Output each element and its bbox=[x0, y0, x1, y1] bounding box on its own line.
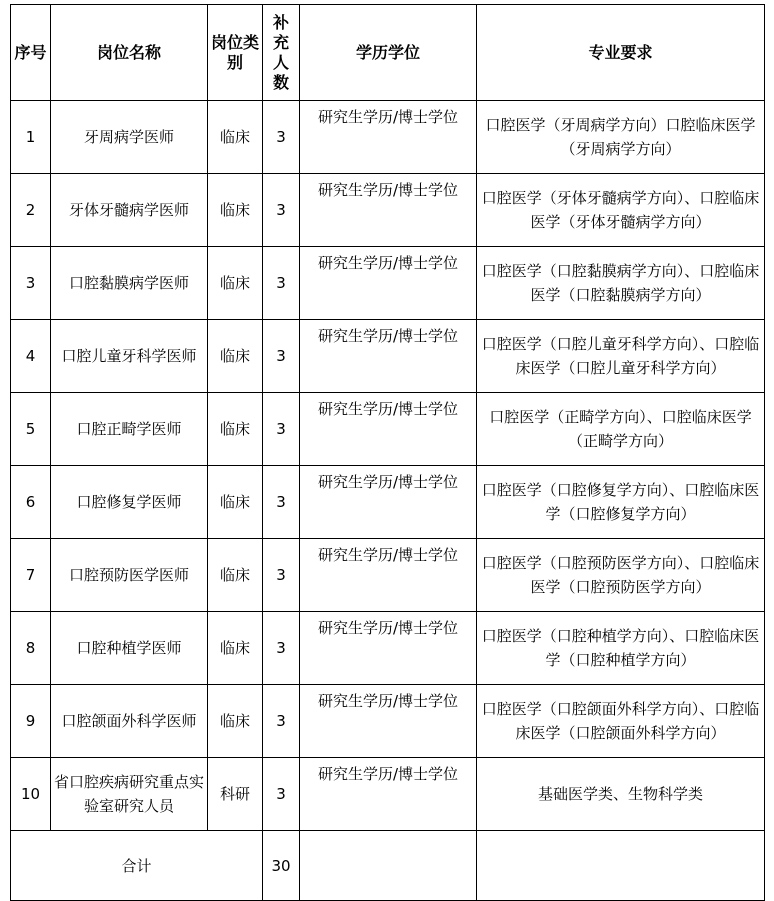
cell-major: 口腔医学（正畸学方向）、口腔临床医学（正畸学方向） bbox=[477, 393, 765, 466]
cell-count: 3 bbox=[263, 101, 300, 174]
cell-count: 3 bbox=[263, 685, 300, 758]
cell-no: 5 bbox=[11, 393, 51, 466]
cell-degree: 研究生学历/博士学位 bbox=[300, 612, 477, 685]
cell-position-name: 口腔修复学医师 bbox=[51, 466, 208, 539]
cell-degree: 研究生学历/博士学位 bbox=[300, 393, 477, 466]
table-row bbox=[11, 539, 765, 612]
cell-count: 3 bbox=[263, 466, 300, 539]
cell-count: 3 bbox=[263, 539, 300, 612]
cell-no: 1 bbox=[11, 101, 51, 174]
cell-position-name: 口腔儿童牙科学医师 bbox=[51, 320, 208, 393]
cell-category: 科研 bbox=[208, 758, 263, 831]
cell-no: 9 bbox=[11, 685, 51, 758]
header-position-name: 岗位名称 bbox=[51, 5, 208, 101]
cell-no: 6 bbox=[11, 466, 51, 539]
total-major bbox=[477, 831, 765, 901]
table-row bbox=[11, 685, 765, 758]
cell-category: 临床 bbox=[208, 247, 263, 320]
cell-category: 临床 bbox=[208, 320, 263, 393]
cell-count: 3 bbox=[263, 320, 300, 393]
cell-position-name: 牙体牙髓病学医师 bbox=[51, 174, 208, 247]
table-row bbox=[11, 174, 765, 247]
table-row bbox=[11, 393, 765, 466]
cell-position-name: 牙周病学医师 bbox=[51, 101, 208, 174]
cell-major: 基础医学类、生物科学类 bbox=[477, 758, 765, 831]
cell-position-name: 口腔黏膜病学医师 bbox=[51, 247, 208, 320]
cell-no: 10 bbox=[11, 758, 51, 831]
header-major: 专业要求 bbox=[477, 5, 765, 101]
cell-category: 临床 bbox=[208, 393, 263, 466]
cell-category: 临床 bbox=[208, 174, 263, 247]
total-row bbox=[11, 831, 765, 901]
table-row bbox=[11, 101, 765, 174]
cell-degree: 研究生学历/博士学位 bbox=[300, 539, 477, 612]
cell-count: 3 bbox=[263, 247, 300, 320]
cell-major: 口腔医学（口腔预防医学方向）、口腔临床医学（口腔预防医学方向） bbox=[477, 539, 765, 612]
cell-count: 3 bbox=[263, 758, 300, 831]
cell-category: 临床 bbox=[208, 685, 263, 758]
total-count: 30 bbox=[263, 831, 300, 901]
cell-degree: 研究生学历/博士学位 bbox=[300, 685, 477, 758]
cell-count: 3 bbox=[263, 174, 300, 247]
header-count: 补充人数 bbox=[263, 5, 300, 101]
cell-major: 口腔医学（口腔颌面外科学方向）、口腔临床医学（口腔颌面外科学方向） bbox=[477, 685, 765, 758]
cell-degree: 研究生学历/博士学位 bbox=[300, 101, 477, 174]
cell-degree: 研究生学历/博士学位 bbox=[300, 466, 477, 539]
cell-count: 3 bbox=[263, 612, 300, 685]
cell-position-name: 口腔颌面外科学医师 bbox=[51, 685, 208, 758]
cell-position-name: 省口腔疾病研究重点实验室研究人员 bbox=[51, 758, 208, 831]
table-row bbox=[11, 320, 765, 393]
cell-major: 口腔医学（口腔儿童牙科学方向）、口腔临床医学（口腔儿童牙科学方向） bbox=[477, 320, 765, 393]
cell-category: 临床 bbox=[208, 466, 263, 539]
table-row bbox=[11, 612, 765, 685]
total-degree bbox=[300, 831, 477, 901]
cell-no: 4 bbox=[11, 320, 51, 393]
cell-position-name: 口腔正畸学医师 bbox=[51, 393, 208, 466]
cell-position-name: 口腔预防医学医师 bbox=[51, 539, 208, 612]
cell-major: 口腔医学（口腔种植学方向）、口腔临床医学（口腔种植学方向） bbox=[477, 612, 765, 685]
cell-no: 7 bbox=[11, 539, 51, 612]
cell-category: 临床 bbox=[208, 101, 263, 174]
table-row bbox=[11, 466, 765, 539]
cell-major: 口腔医学（牙体牙髓病学方向）、口腔临床医学（牙体牙髓病学方向） bbox=[477, 174, 765, 247]
cell-category: 临床 bbox=[208, 612, 263, 685]
cell-position-name: 口腔种植学医师 bbox=[51, 612, 208, 685]
cell-major: 口腔医学（口腔修复学方向）、口腔临床医学（口腔修复学方向） bbox=[477, 466, 765, 539]
table-row bbox=[11, 247, 765, 320]
cell-degree: 研究生学历/博士学位 bbox=[300, 758, 477, 831]
cell-major: 口腔医学（口腔黏膜病学方向）、口腔临床医学（口腔黏膜病学方向） bbox=[477, 247, 765, 320]
header-degree: 学历学位 bbox=[300, 5, 477, 101]
cell-degree: 研究生学历/博士学位 bbox=[300, 320, 477, 393]
cell-major: 口腔医学（牙周病学方向）口腔临床医学（牙周病学方向） bbox=[477, 101, 765, 174]
cell-no: 8 bbox=[11, 612, 51, 685]
header-no: 序号 bbox=[11, 5, 51, 101]
cell-no: 3 bbox=[11, 247, 51, 320]
recruitment-table bbox=[10, 4, 765, 901]
table-row bbox=[11, 758, 765, 831]
total-label: 合计 bbox=[11, 831, 263, 901]
header-row bbox=[11, 5, 765, 101]
cell-count: 3 bbox=[263, 393, 300, 466]
cell-degree: 研究生学历/博士学位 bbox=[300, 247, 477, 320]
cell-category: 临床 bbox=[208, 539, 263, 612]
cell-no: 2 bbox=[11, 174, 51, 247]
header-category: 岗位类别 bbox=[208, 5, 263, 101]
cell-degree: 研究生学历/博士学位 bbox=[300, 174, 477, 247]
